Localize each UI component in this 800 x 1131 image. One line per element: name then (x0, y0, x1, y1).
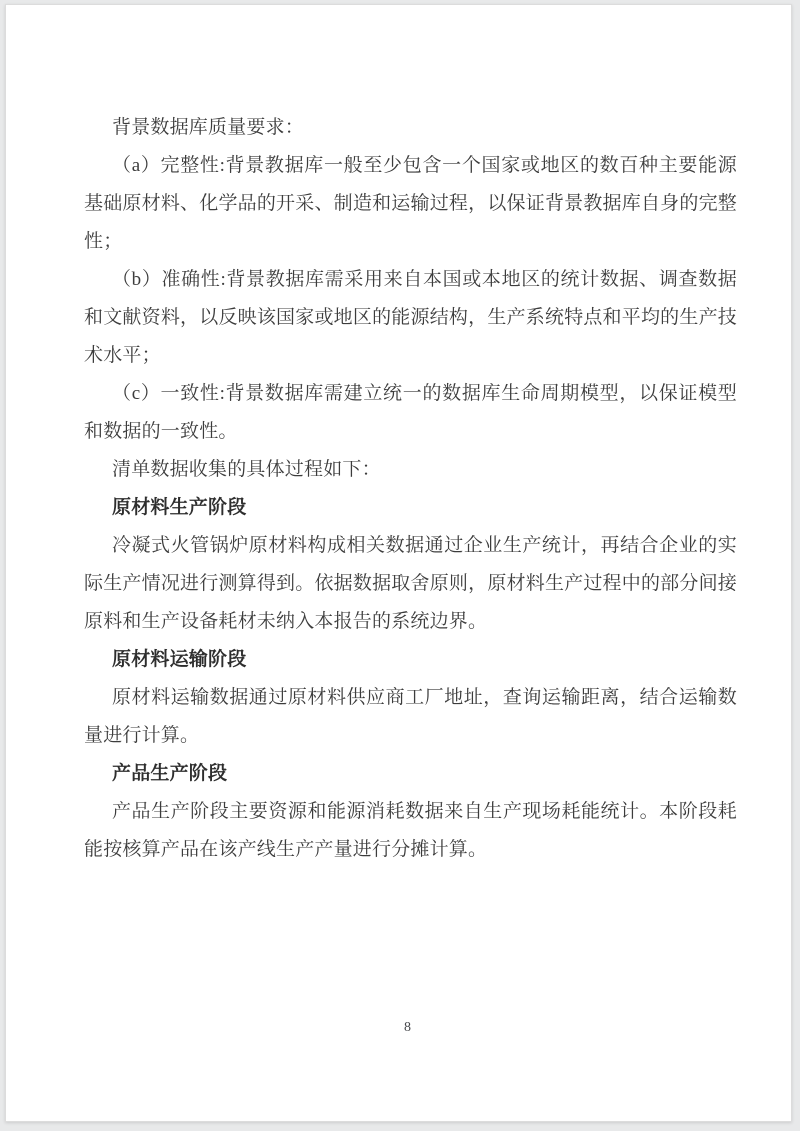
paragraph-quality-requirements-intro: 背景数据库质量要求： (112, 117, 305, 138)
heading-raw-material-production: 原材料生产阶段 (112, 497, 247, 518)
page-number: 8 (404, 1020, 411, 1035)
paragraph-completeness: （a）完整性:背景教据库一般至少包含一个国家或地区的数百种主要能源基础原材料、化学品的开采、制造和运输过程，以保证背景教据库自身的完整性； (84, 155, 737, 252)
paragraph-inventory-process-intro: 清单数据收集的具体过程如下： (112, 459, 381, 480)
heading-product-production: 产品生产阶段 (112, 763, 228, 784)
paragraph-raw-material-transport: 原材料运输数据通过原材料供应商工厂地址，查询运输距离，结合运输数量进行计算。 (84, 687, 737, 746)
page-body (84, 109, 737, 869)
document-page (5, 4, 792, 1122)
heading-raw-material-transport: 原材料运输阶段 (112, 649, 247, 670)
paragraph-raw-material-production: 冷凝式火管锅炉原材料构成相关数据通过企业生产统计，再结合企业的实际生产情况进行测算得到。依据数据取舍原则，原材料生产过程中的部分间接原料和生产设备耗材未纳入本报告的系统边界。 (84, 535, 737, 632)
paragraph-consistency: （c）一致性:背景数据库需建立统一的数据库生命周期模型，以保证模型和数据的一致性。 (84, 383, 737, 442)
paragraph-accuracy: （b）准确性:背景教据库需采用来自本国或本地区的统计数据、调查数据和文献资料，以反映该国家或地区的能源结构，生产系统特点和平均的生产技术水平； (84, 269, 737, 366)
paragraph-product-production: 产品生产阶段主要资源和能源消耗数据来自生产现场耗能统计。本阶段耗能按核算产品在该产线生产产量进行分摊计算。 (84, 801, 737, 860)
